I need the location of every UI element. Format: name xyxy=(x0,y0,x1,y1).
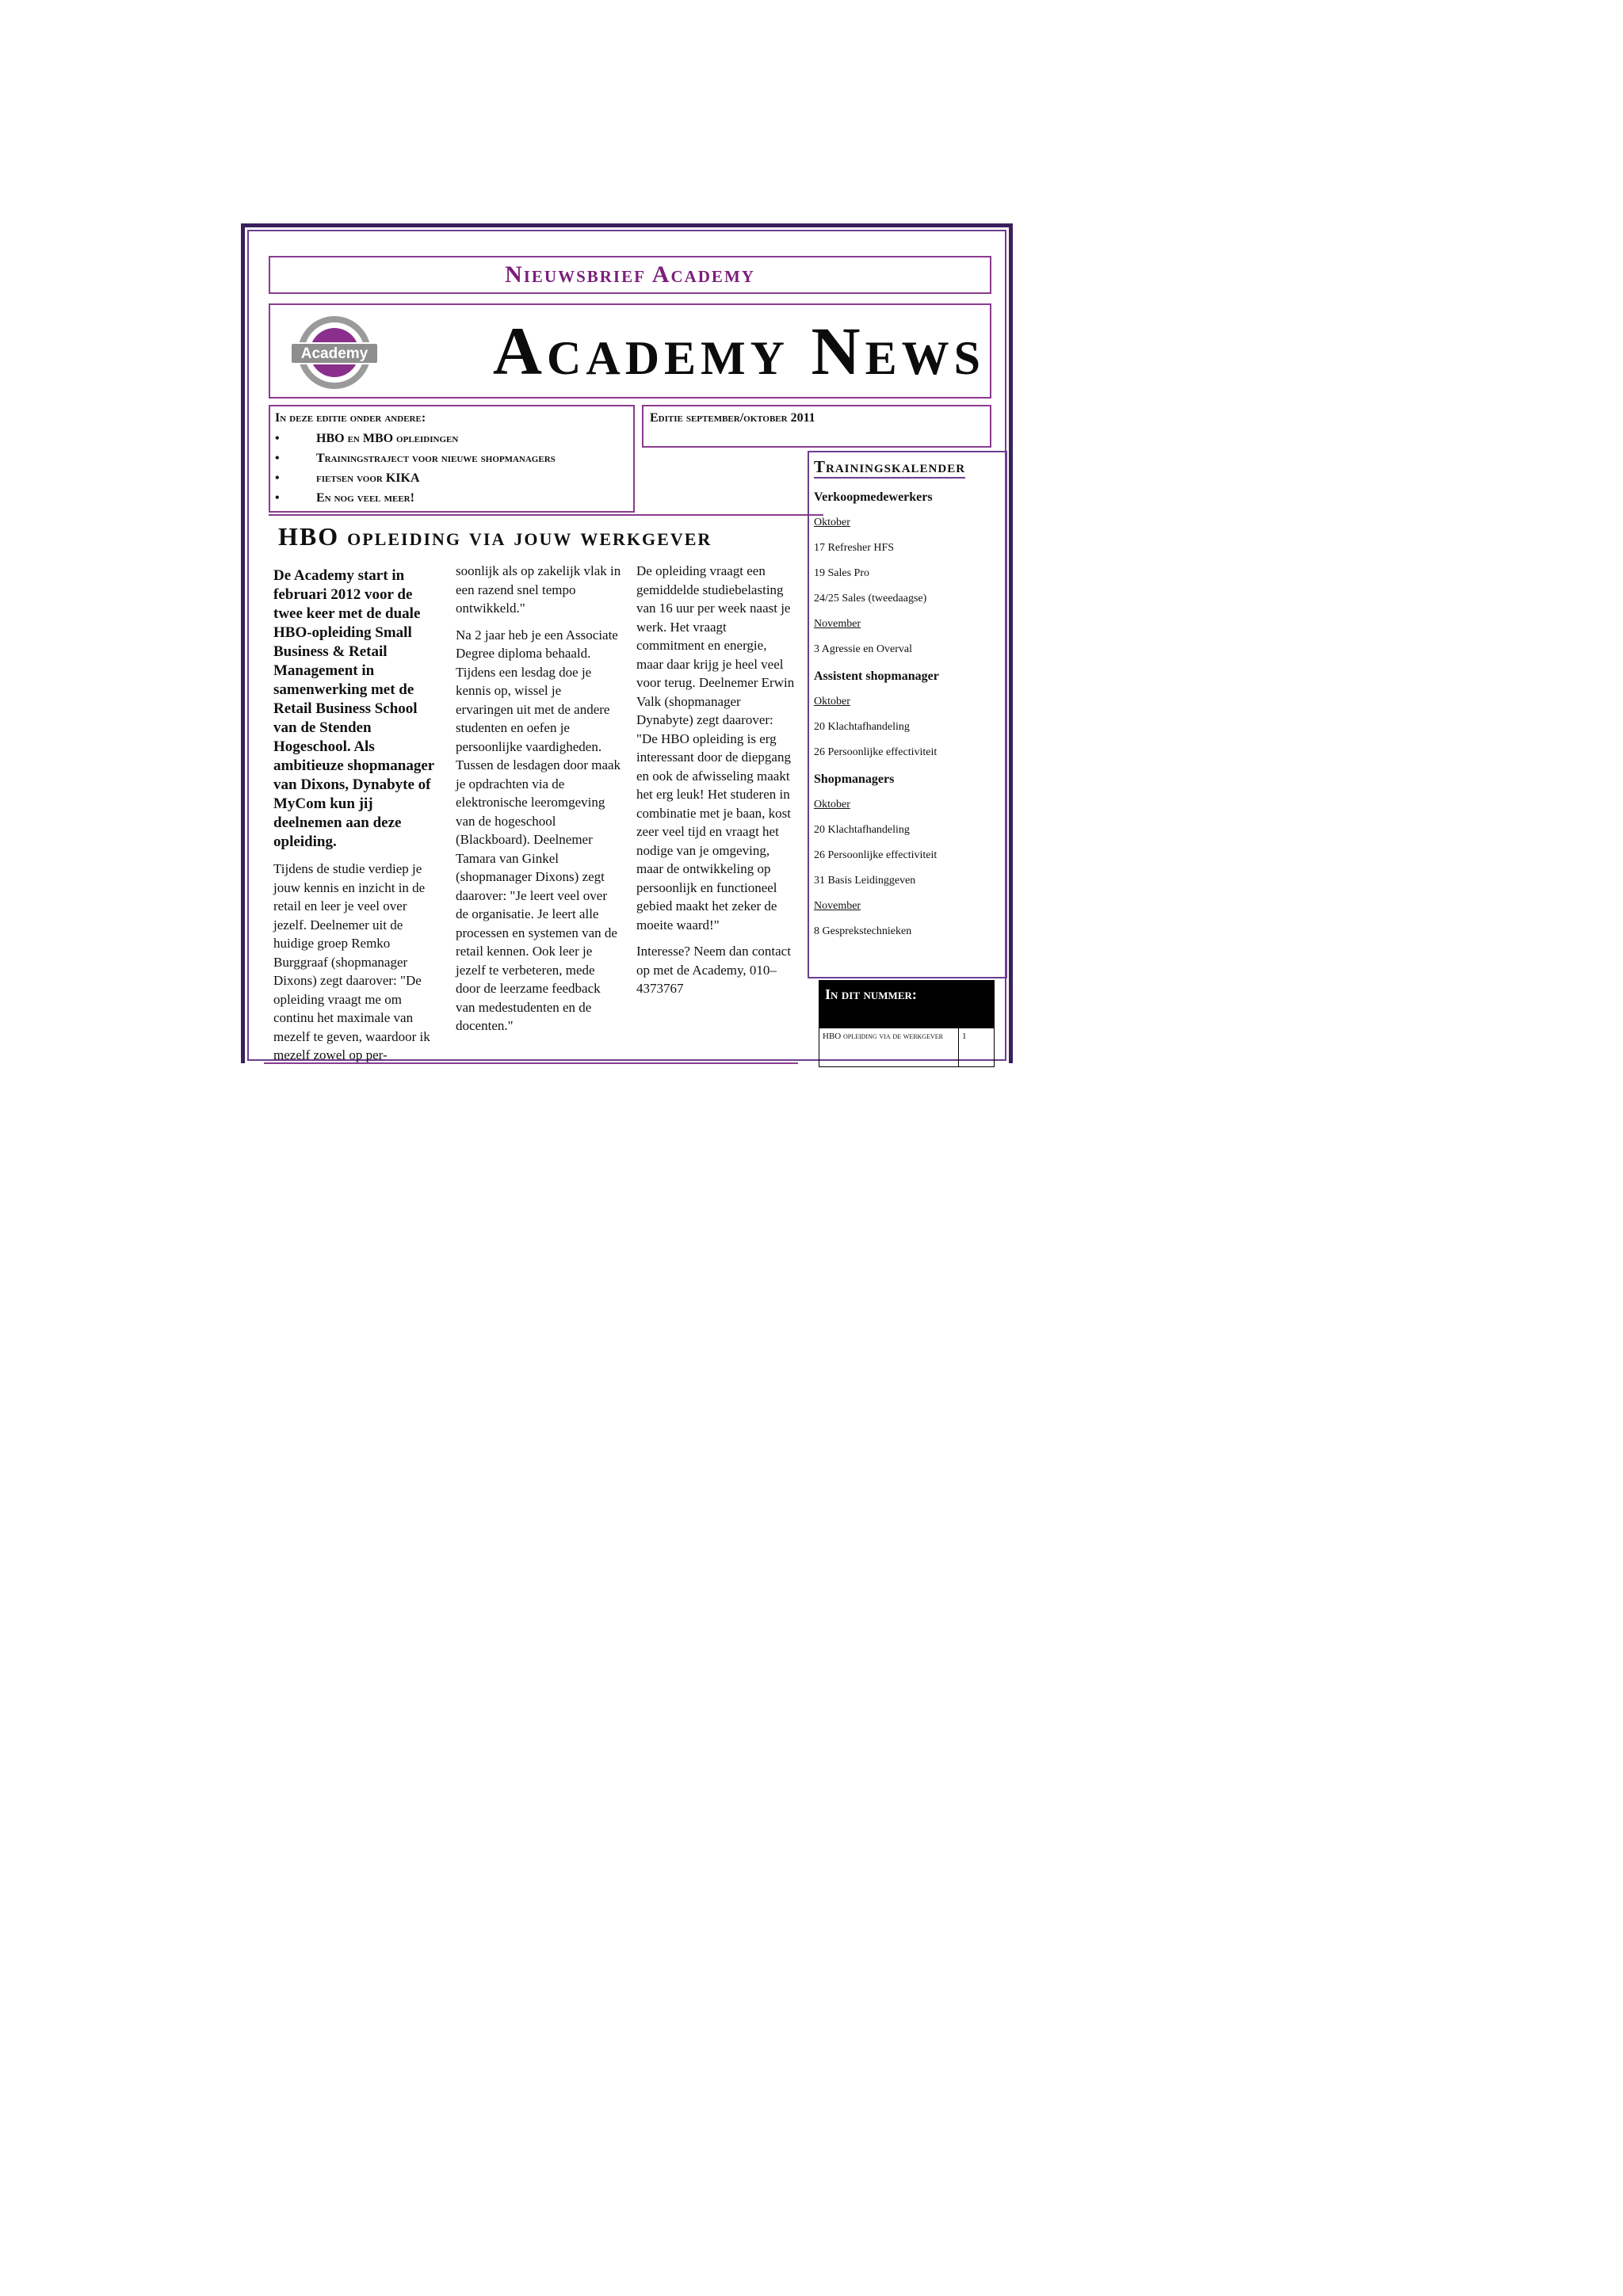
training-group: Shopmanagers xyxy=(814,772,895,786)
training-group: Assistent shopmanager xyxy=(814,669,939,683)
training-month: Oktober xyxy=(814,696,850,707)
training-item: 20 Klachtafhandeling xyxy=(814,824,910,836)
newsletter-title-box xyxy=(269,256,991,294)
training-calendar-heading: Trainingskalender xyxy=(814,457,965,479)
list-item: • Trainingstraject voor nieuwe shopmanagers xyxy=(316,448,628,468)
training-item: 20 Klachtafhandeling xyxy=(814,721,910,733)
masthead-banner xyxy=(269,303,991,399)
training-item: 3 Agressie en Overval xyxy=(814,643,913,655)
training-month: November xyxy=(814,900,861,912)
academy-logo xyxy=(288,313,381,392)
training-item: 26 Persoonlijke effectiviteit xyxy=(814,746,938,758)
toc-entry-page: 1 xyxy=(959,1028,995,1067)
edition-label: Editie september/oktober 2011 xyxy=(642,405,991,448)
toc-table xyxy=(819,1028,995,1067)
newsletter-page xyxy=(241,223,1013,1063)
training-month: Oktober xyxy=(814,517,850,528)
logo-text: Academy xyxy=(300,345,369,362)
toc-heading: In dit nummer: xyxy=(819,980,995,1028)
article-paragraph: De opleiding vraagt een gemiddelde studiebelasting van 16 uur per week naast je werk. Het vraagt commitment en energie, maar daar krijg je heel veel voor terug. Deelnemer Erwin Valk (shopmanager Dynabyte) zegt daarover: "De HBO opleiding is erg interessant door de diepgang en ook de afwisseling maakt het erg leuk! Het studeren in combinatie met je baan, kost zeer veel tijd en vraagt het nodige van je omgeving, maar de ontwikkeling op persoonlijk en functioneel gebied maakt het zeker de moeite waard!" xyxy=(636,563,795,933)
list-item: • En nog veel meer! xyxy=(316,488,628,508)
contents-heading: In deze editie onder andere: xyxy=(275,411,426,425)
training-month: Oktober xyxy=(814,799,850,810)
list-item: • fietsen voor KIKA xyxy=(316,468,628,488)
divider xyxy=(264,1062,798,1064)
training-group: Verkoopmedewerkers xyxy=(814,490,933,504)
edition-contents-box xyxy=(269,405,635,513)
training-item: 26 Persoonlijke effectiviteit xyxy=(814,849,938,861)
training-month: November xyxy=(814,618,861,630)
training-item: 31 Basis Leidinggeven xyxy=(814,875,916,887)
article-column-2 xyxy=(456,562,622,1043)
article-column-3 xyxy=(636,562,795,1006)
training-item: 19 Sales Pro xyxy=(814,567,869,579)
newsletter-title: Nieuwsbrief Academy xyxy=(505,261,755,288)
toc-entry-title: HBO opleiding via de werkgever xyxy=(819,1028,959,1067)
table-row xyxy=(819,1028,995,1067)
masthead-title: Academy News xyxy=(492,313,985,389)
list-item: • HBO en MBO opleidingen xyxy=(316,429,628,448)
article-paragraph: Na 2 jaar heb je een Associate Degree diploma behaald. Tijdens een lesdag doe je kennis op, wissel je ervaringen uit met de andere studenten en oefen je persoonlijke vaardigheden. Tussen de lesdagen door maak je opdrachten via de elektronische leeromgeving van de hogeschool (Blackboard). Deelnemer Tamara van Ginkel (shopmanager Dixons) zegt daarover: "Je leert veel over de organisatie. Je leert alle processen en systemen van de retail kennen. Ook leer je jezelf te verbeteren, mede door de leerzame feedback van medestudenten en de docenten." xyxy=(456,627,621,1033)
article-lead: De Academy start in februari 2012 voor de twee keer met de duale HBO-opleiding Small Business & Retail Management in samenwerking met de Retail Business School van de Stenden Hogeschool. Als ambitieuze shopmanager van Dixons, Dynabyte of MyCom kun jij deelnemen aan deze opleiding. xyxy=(273,567,434,850)
article-paragraph: Tijdens de studie verdiep je jouw kennis en inzicht in de retail en leer je veel over jezelf. Deelnemer uit de huidige groep Remko Burggraaf (shopmanager Dixons) zegt daarover: "De opleiding vraagt me om continu het maximale van mezelf te geven, waardoor ik mezelf zowel op per- xyxy=(273,861,430,1062)
training-item: 17 Refresher HFS xyxy=(814,542,895,554)
article-paragraph: soonlijk als op zakelijk vlak in een razend snel tempo ontwikkeld." xyxy=(456,563,621,616)
training-item: 8 Gesprekstechnieken xyxy=(814,925,912,937)
training-item: 24/25 Sales (tweedaagse) xyxy=(814,593,927,605)
divider xyxy=(269,514,823,516)
article-column-1 xyxy=(273,566,440,1073)
article-title: HBO opleiding via jouw werkgever xyxy=(278,522,712,551)
contents-list xyxy=(275,429,628,508)
article-paragraph: Interesse? Neem dan contact op met de Academy, 010–4373767 xyxy=(636,944,791,996)
training-calendar xyxy=(808,451,1007,978)
in-this-issue-box xyxy=(819,980,995,1067)
